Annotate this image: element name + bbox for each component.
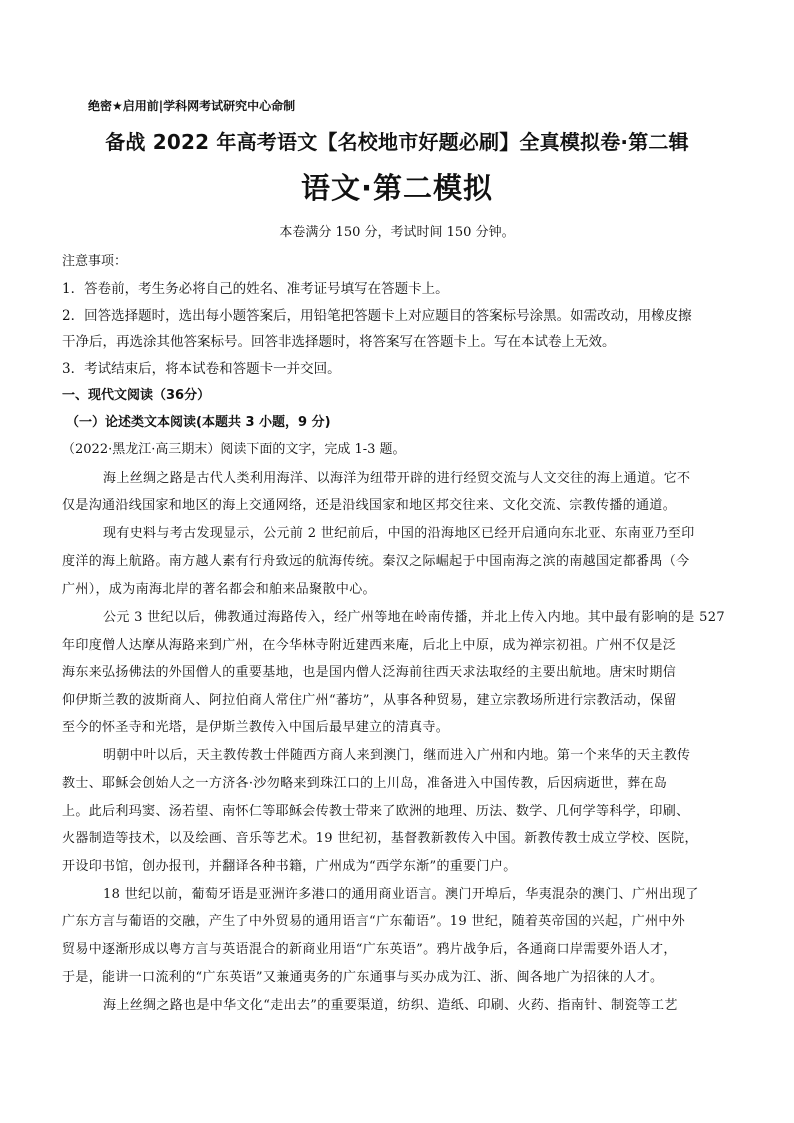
notes-heading: 注意事项：: [62, 254, 128, 269]
passage-line: 仰伊斯兰教的波斯商人、阿拉伯商人常住广州“蕃坊”，从事各种贸易，建立宗教场所进行宗教活动，保留: [62, 693, 677, 708]
note-item: 3．考试结束后，将本试卷和答题卡一并交回。: [62, 361, 341, 377]
note-item: 1．答卷前，考生务必将自己的姓名、准考证号填写在答题卡上。: [62, 281, 449, 297]
passage-line: 18 世纪以前，葡萄牙语是亚洲许多港口的通用商业语言。澳门开埠后，华夷混杂的澳门、广州出现了: [103, 887, 699, 902]
passage-line: 海上丝绸之路是古代人类利用海洋、以海洋为纽带开辟的进行经贸交流与人文交往的海上通道。它不: [103, 471, 691, 486]
question-source: （2022·黑龙江·高三期末）阅读下面的文字，完成 1-3 题。: [62, 442, 406, 457]
passage-line: 明朝中叶以后，天主教传教士伴随西方商人来到澳门，继而进入广州和内地。第一个来华的天主教传: [103, 748, 691, 763]
section-heading: 一、现代文阅读（36分）: [62, 388, 211, 403]
passage-line: 仅是沟通沿线国家和地区的海上交通网络，还是沿线国家和地区邦交往来、文化交流、宗教传播的通道。: [62, 498, 677, 513]
passage-line: 度洋的海上航路。南方越人素有行舟致远的航海传统。秦汉之际崛起于中国南海之滨的南越国定都番禺（今: [62, 554, 690, 569]
passage-line: 于是，能讲一口流利的“广东英语”又兼通夷务的广东通事与买办成为江、浙、闽各地广为招徕的人才。: [62, 970, 664, 985]
note-item: 2．回答选择题时，选出每小题答案后，用铅笔把答题卡上对应题目的答案标号涂黑。如需改动，用橡皮擦: [62, 308, 692, 324]
passage-line: 贸易中逐渐形成以粤方言与英语混合的新商业用语“广东英语”。鸦片战争后，各通商口岸需要外语人才，: [62, 942, 677, 957]
passage-line: 海上丝绸之路也是中华文化“走出去”的重要渠道，纺织、造纸、印刷、火药、指南针、制瓷等工艺: [103, 998, 678, 1013]
passage-line: 火器制造等技术，以及绘画、音乐等艺术。19 世纪初，基督教新教传入中国。新教传教士成立学校、医院，: [62, 831, 698, 846]
confidential-line: 绝密★启用前|学科网考试研究中心命制: [88, 99, 296, 113]
passage-line: 上。此后利玛窦、汤若望、南怀仁等耶稣会传教士带来了欧洲的地理、历法、数学、几何学等科学，印刷、: [62, 804, 690, 819]
passage-line: 年印度僧人达摩从海路来到广州，在今华林寺附近建西来庵，后北上中原，成为禅宗初祖。广州不仅是泛: [62, 638, 677, 653]
exam-title: 语文·第二模拟: [300, 171, 494, 205]
series-title: 备战 2022 年高考语文【名校地市好题必刷】全真模拟卷·第二辑: [105, 130, 689, 154]
passage-line: 公元 3 世纪以后，佛教通过海路传入，经广州等地在岭南传播，并北上传入内地。其中最有影响的是 527: [103, 610, 725, 625]
passage-line: 海东来弘扬佛法的外国僧人的重要基地，也是国内僧人泛海前往西天求法取经的主要出航地。唐宋时期信: [62, 665, 677, 680]
passage-line: 至今的怀圣寺和光塔，是伊斯兰教传入中国后最早建立的清真寺。: [62, 720, 450, 735]
passage-line: 现有史料与考古发现显示，公元前 2 世纪前后，中国的沿海地区已经开启通向东北亚、东南亚乃至印: [103, 526, 695, 541]
subsection-heading: （一）论述类文本阅读(本题共 3 小题，9 分): [66, 415, 331, 430]
passage-line: 广东方言与葡语的交融，产生了中外贸易的通用语言“广东葡语”。19 世纪，随着英帝国的兴起，广州中外: [62, 914, 686, 929]
score-time-line: 本卷满分 150 分，考试时间 150 分钟。: [279, 225, 515, 240]
passage-line: 开设印书馆，创办报刊，并翻译各种书籍，广州成为“西学东渐”的重要门户。: [62, 859, 517, 874]
note-item: 干净后，再选涂其他答案标号。回答非选择题时，将答案写在答题卡上。写在本试卷上无效。: [62, 334, 616, 350]
passage-line: 广州），成为南海北岸的著名都会和舶来品聚散中心。: [62, 582, 376, 597]
passage-line: 教士、耶稣会创始人之一方济各·沙勿略来到珠江口的上川岛，准备进入中国传教，后因病逝世，葬在岛: [62, 776, 668, 791]
